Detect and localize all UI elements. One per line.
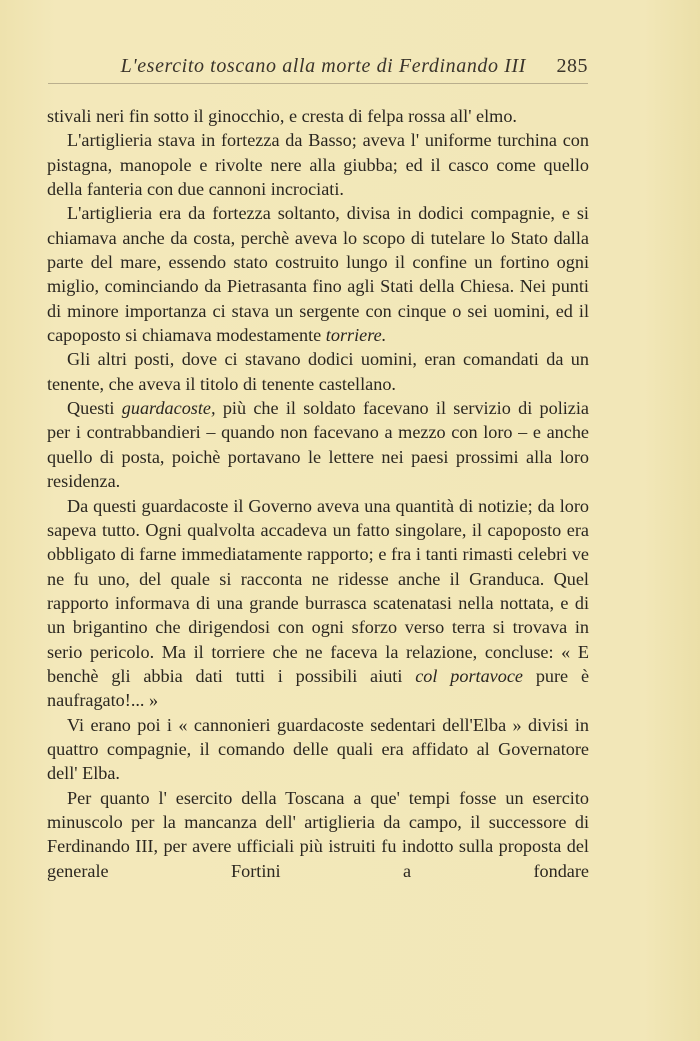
- paragraph-altri-posti: Gli altri posti, dove ci stavano dodici uomini, eran comandati da un tenente, che aveva il titolo di tenente castellano.: [47, 349, 589, 394]
- emphasis-portavoce: col portavoce: [415, 665, 523, 686]
- paragraph-text: Questi: [67, 398, 115, 419]
- paragraph-text: più che il soldato facevano il servizio di polizia per i contrabbandieri – quando non facevano a mezzo con loro – e anche quello di posta, poichè portavano le lettere nei paesi prossimi alla loro residenza.: [47, 398, 589, 492]
- running-title: L'esercito toscano alla morte di Ferdinando III: [120, 55, 526, 77]
- paragraph-rapporto: [47, 494, 589, 713]
- paragraph-guardacoste: [47, 396, 589, 493]
- paragraph-artiglieria-uniforme: L'artiglieria stava in fortezza da Basso; aveva l' uniforme turchina con pistagna, manopole e rivolte nere alla giubba; ed il casco come quello della fanteria con due cannoni incrociati.: [47, 130, 589, 200]
- page-number: 285: [556, 55, 588, 77]
- paragraph-continued: stivali neri fin sotto il ginocchio, e cresta di felpa rossa all' elmo.: [47, 106, 517, 126]
- paragraph-artiglieria-fortezza: [47, 201, 589, 347]
- paragraph-text: Da questi guardacoste il Governo aveva una quantità di notizie; da loro sapeva tutto. Ogni qualvolta accadeva un fatto singolare, il capoposto era obbligato di farne immediatamente rapporto; e fra i tanti rimasti celebri ve ne fu uno, del quale si racconta ne ridesse anche il Granduca. Quel rapporto informava di una grande burrasca scatenatasi nella nottata, e di un brigantino che dirigendosi con ogni sforzo verso terra si trovava in serio pericolo. Ma il torriere che ne faceva la relazione, concluse: « E benchè gli abbia dati tutti i possibili aiuti: [47, 495, 589, 686]
- body-text: [47, 104, 589, 883]
- paragraph-text: L'artiglieria era da fortezza soltanto, divisa in dodici compagnie, e si chiamava anche da costa, perchè aveva lo scopo di tutelare lo Stato dalla parte del mare, essendo stato costruito lungo il confine un fortino ogni miglio, cominciando da Pietrasanta fino agli Stati della Chiesa. Nei punti di minore importanza ci stava un sergente con cinque o sei uomini, ed il capoposto si chiamava modestamente: [47, 203, 589, 346]
- paragraph-elba: Vi erano poi i « cannonieri guardacoste sedentari dell'Elba » divisi in quattro compagnie, il comando delle quali era affidato al Governatore dell' Elba.: [47, 714, 589, 784]
- paragraph-text: pure è naufragato!... »: [47, 665, 590, 711]
- running-head: [48, 55, 588, 81]
- emphasis-torriere: torriere.: [325, 325, 387, 346]
- emphasis-guardacoste: guardacoste,: [121, 398, 216, 419]
- header-rule: [48, 83, 588, 84]
- paragraph-esercito: Per quanto l' esercito della Toscana a que' tempi fosse un esercito minuscolo per la mancanza dell' artiglieria da campo, il successore di Ferdinando III, per avere ufficiali più istruiti fu indotto sulla proposta del generale Fortini a fondare: [47, 787, 589, 881]
